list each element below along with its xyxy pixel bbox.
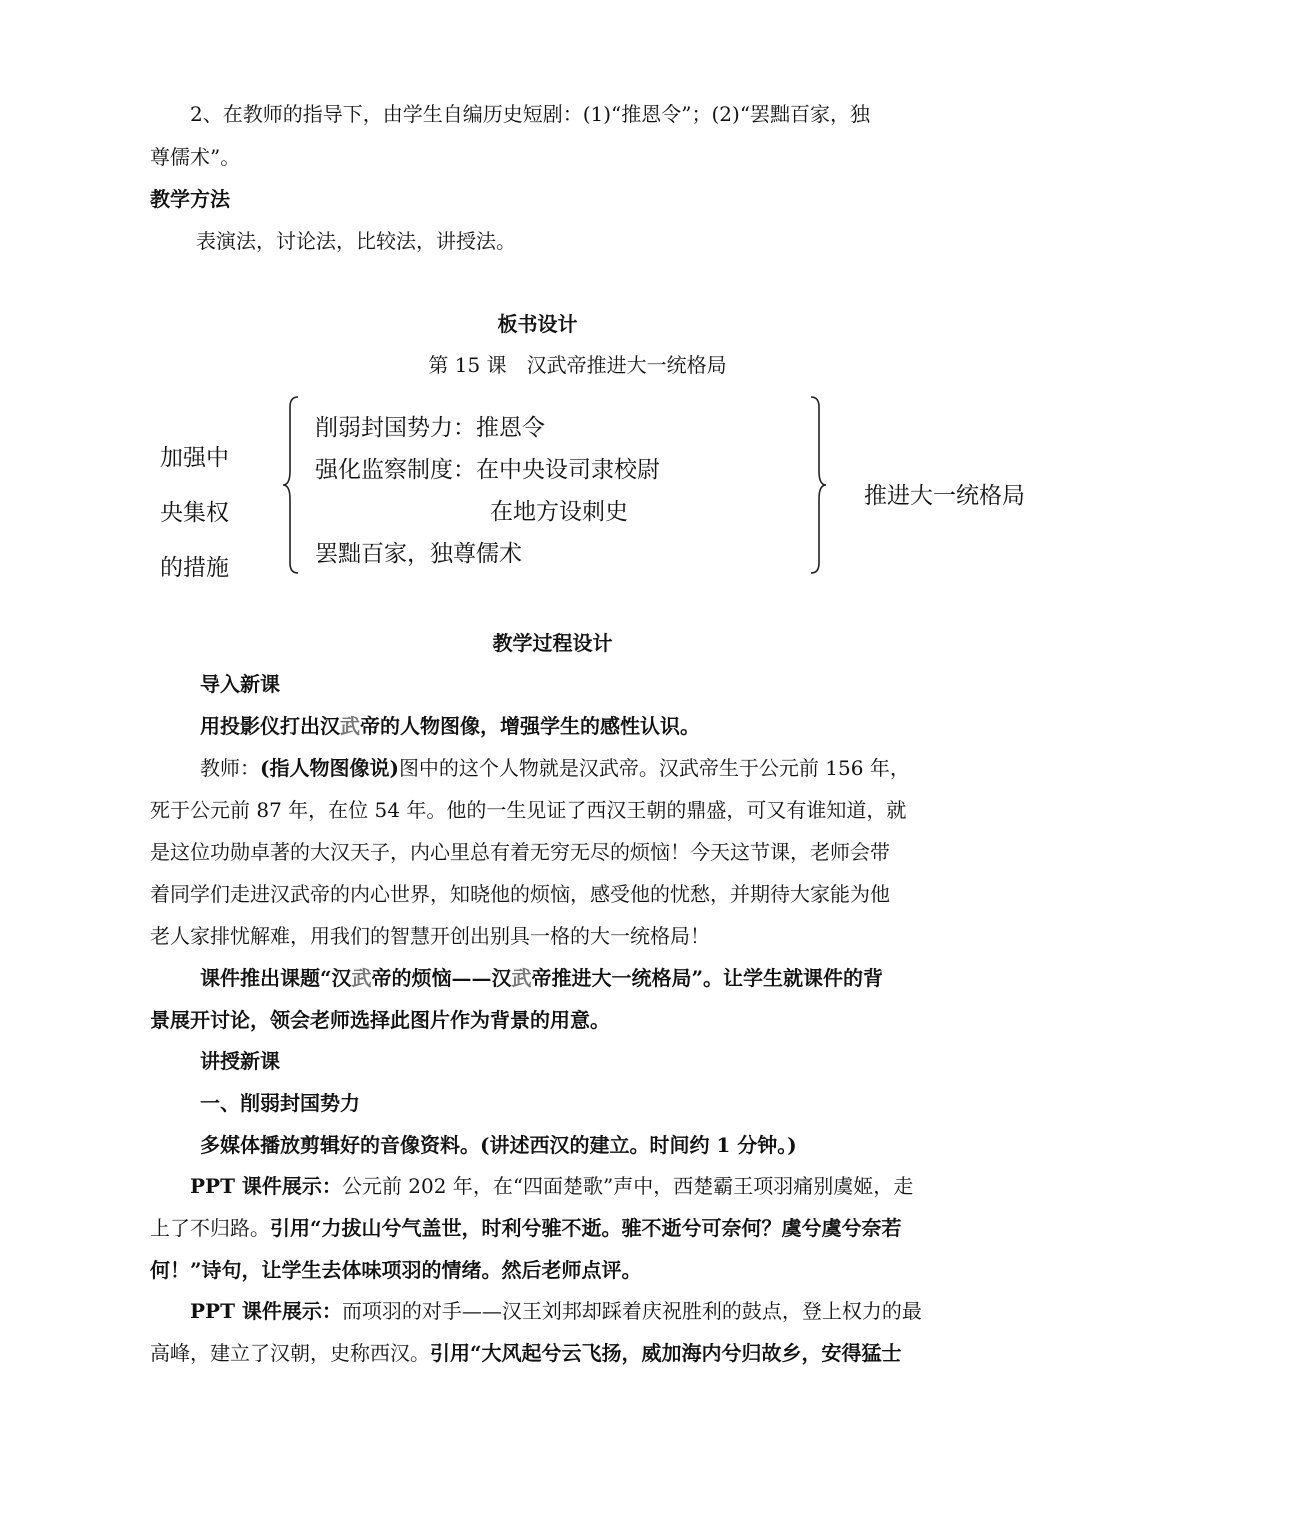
board-item-1: 削弱封国势力：推恩令 <box>315 415 545 441</box>
intro-instruction: 用投影仪打出汉武帝的人物图像，增强学生的感性认识。 <box>200 714 700 738</box>
item-2-line-1: 2、在教师的指导下，由学生自编历史短剧：(1)“推恩令”；(2)“罢黜百家，独 <box>190 102 871 126</box>
teacher-line-4: 着同学们走进汉武帝的内心世界，知晓他的烦恼，感受他的忧愁，并期待大家能为他 <box>150 882 890 906</box>
methods-heading: 教学方法 <box>150 187 230 211</box>
ppt1-line-2: 上了不归路。引用“力拔山兮气盖世，时利兮骓不逝。骓不逝兮可奈何？虞兮虞兮奈若 <box>150 1216 902 1240</box>
teacher-line-1: 教师：(指人物图像说)图中的这个人物就是汉武帝。汉武帝生于公元前 156 年， <box>200 756 910 780</box>
media-line: 多媒体播放剪辑好的音像资料。(讲述西汉的建立。时间约 1 分钟。) <box>200 1133 797 1157</box>
left-label-line: 加强中 <box>160 445 229 471</box>
teacher-line-2: 死于公元前 87 年，在位 54 年。他的一生见证了西汉王朝的鼎盛，可又有谁知道，就 <box>150 798 907 822</box>
lecture-heading: 讲授新课 <box>200 1049 280 1073</box>
ppt1-line-1: PPT 课件展示：公元前 202 年，在“四面楚歌”声中，西楚霸王项羽痛别虞姬，走 <box>190 1174 914 1198</box>
part1-heading: 一、削弱封国势力 <box>200 1091 360 1115</box>
ppt2-line-1: PPT 课件展示：而项羽的对手——汉王刘邦却踩着庆祝胜利的鼓点，登上权力的最 <box>190 1299 922 1323</box>
process-heading: 教学过程设计 <box>492 631 613 655</box>
methods-text: 表演法，讨论法，比较法，讲授法。 <box>196 229 516 253</box>
teacher-line-3: 是这位功勋卓著的大汉天子，内心里总有着无穷无尽的烦恼！今天这节课，老师会带 <box>150 840 890 864</box>
teacher-line-5: 老人家排忧解难，用我们的智慧开创出别具一格的大一统格局！ <box>150 924 710 948</box>
course-line-2: 景展开讨论，领会老师选择此图片作为背景的用意。 <box>150 1008 610 1032</box>
left-brace <box>280 393 310 578</box>
board-subtitle: 第 15 课 汉武帝推进大一统格局 <box>428 353 727 377</box>
board-heading: 板书设计 <box>497 312 578 336</box>
board-item-3: 在地方设刺史 <box>490 499 628 525</box>
ppt1-line-3: 何！”诗句，让学生去体味项羽的情绪。然后老师点评。 <box>150 1258 642 1282</box>
board-left-label <box>160 445 270 581</box>
left-label-line: 央集权 <box>160 500 229 526</box>
board-right-label: 推进大一统格局 <box>864 483 1025 509</box>
course-line-1: 课件推出课题“汉武帝的烦恼——汉武帝推进大一统格局”。让学生就课件的背 <box>200 966 884 990</box>
intro-heading: 导入新课 <box>200 672 280 696</box>
right-brace <box>803 393 833 578</box>
item-2-line-2: 尊儒术”。 <box>150 145 241 169</box>
ppt2-line-2: 高峰，建立了汉朝，史称西汉。引用“大风起兮云飞扬，威加海内兮归故乡，安得猛士 <box>150 1341 902 1365</box>
board-item-4: 罢黜百家，独尊儒术 <box>315 541 522 567</box>
board-item-2: 强化监察制度：在中央设司隶校尉 <box>315 457 660 483</box>
left-label-line: 的措施 <box>160 555 229 581</box>
